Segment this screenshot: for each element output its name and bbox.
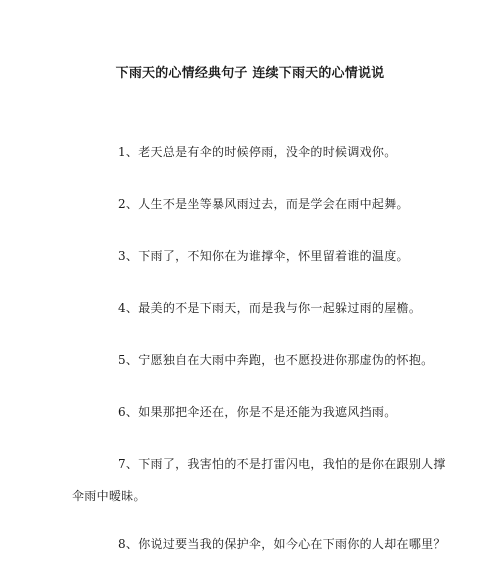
list-item-text: 6、如果那把伞还在，你是不是还能为我遮风挡雨。 xyxy=(118,405,397,419)
list-item-continuation: 伞雨中暧昧。 xyxy=(72,489,146,503)
list-item-text: 4、最美的不是下雨天，而是我与你一起躲过雨的屋檐。 xyxy=(118,301,422,315)
list-item-text: 3、下雨了，不知你在为谁撑伞，怀里留着谁的温度。 xyxy=(118,249,409,263)
list-item xyxy=(118,404,438,420)
list-item xyxy=(72,456,446,504)
list-item-text: 7、下雨了，我害怕的不是打雷闪电，我怕的是你在跟别人撑 xyxy=(118,457,446,471)
list-item xyxy=(118,144,438,160)
list-item-text: 1、老天总是有伞的时候停雨，没伞的时候调戏你。 xyxy=(118,145,397,159)
document-title: 下雨天的心情经典句子 连续下雨天的心情说说 xyxy=(115,66,385,81)
list-item-text: 5、宁愿独自在大雨中奔跑，也不愿投进你那虚伪的怀抱。 xyxy=(118,353,434,367)
list-item xyxy=(118,248,438,264)
list-item xyxy=(118,196,438,212)
list-item-text: 8、你说过要当我的保护伞，如今心在下雨你的人却在哪里？ xyxy=(118,537,446,551)
list-item xyxy=(118,536,446,552)
list-item xyxy=(118,352,438,368)
list-item xyxy=(118,300,438,316)
list-item-text: 2、人生不是坐等暴风雨过去，而是学会在雨中起舞。 xyxy=(118,197,409,211)
